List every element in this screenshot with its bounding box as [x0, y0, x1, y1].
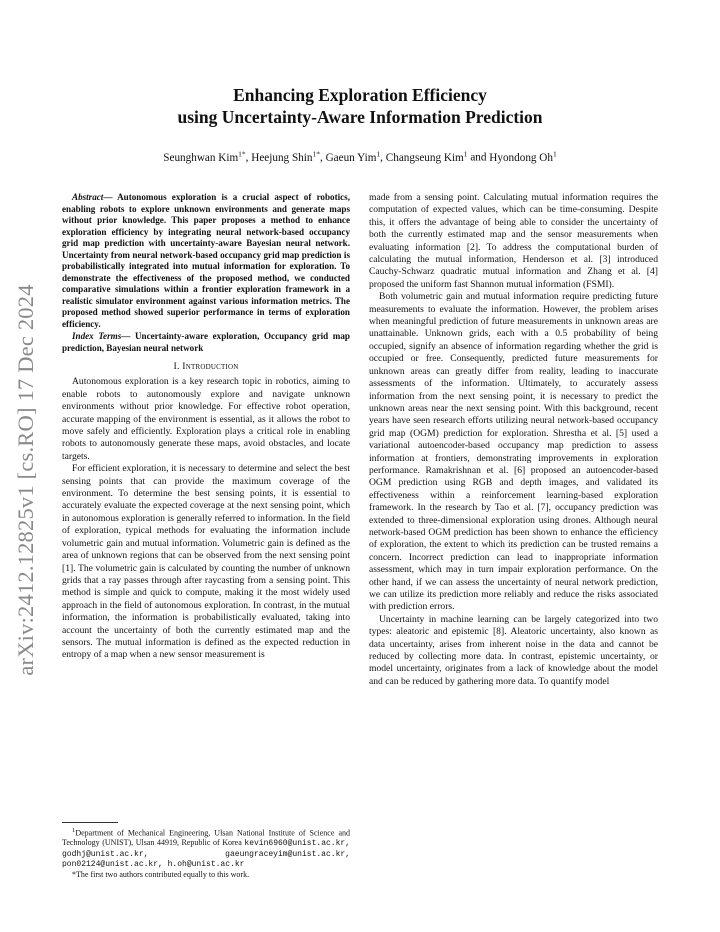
- author: Hyondong Oh$^1$: [489, 149, 557, 164]
- body-paragraph: Autonomous exploration is a key research topic in robotics, aiming to enable robots to autonomously explore and navigate unknown environments without prior knowledge. For effective robot operation, accurate mapping of the environment is essential, as it allows the robot to move safely and efficiently. Exploration plays a critical role in enabling robots to autonomously generate these maps, avoid obstacles, and locate targets.: [62, 376, 350, 462]
- index-terms: [62, 331, 350, 354]
- footnote-equal-contribution: *The first two authors contributed equally to this work.: [72, 870, 250, 880]
- footnote: [62, 826, 350, 880]
- author: Changseung Kim$^1$: [385, 149, 468, 164]
- footnote-affiliation: $^1$Department of Mechanical Engineering, Ulsan National Institute of Science and Technology (UNIST), Ulsan 44919, Republic of Korea kevin6960@unist.ac.kr, godhj@unist.ac.kr, gaeungraceyim@unist.ac.kr, pon02124@unist.ac.kr, h.oh@unist.ac.kr: [62, 827, 351, 870]
- abstract-text: — Autonomous exploration is a crucial aspect of robotics, enabling robots to explore unknown environments and generate maps without prior knowledge. This paper proposes a method to enhance exploration efficiency by integrating neural network-based occupancy grid map prediction with uncertainty-aware Bayesian neural network. Uncertainty from neural network-based occupancy grid map prediction is probabilistically integrated into mutual information for exploration. To demonstrate the effectiveness of the proposed method, we conducted comparative simulations within a frontier exploration framework in a realistic simulator environment against various information metrics. The proposed method showed superior performance in terms of exploration efficiency.: [62, 192, 350, 329]
- title-line-2: using Uncertainty-Aware Information Prediction: [177, 107, 543, 127]
- author-list: Seunghwan Kim$^{1*}$, Heejung Shin$^{1*}$, Gaeun Yim$^1$, Changseung Kim$^1$ and Hyondong Oh$^1$: [163, 149, 557, 164]
- body-paragraph: Uncertainty in machine learning can be largely categorized into two types: aleatoric and epistemic [8]. Aleatoric uncertainty, also known as data uncertainty, arises from inherent noise in the data and cannot be reduced by collecting more data. In contrast, epistemic uncertainty, or model uncertainty, originates from a lack of knowledge about the model and can be reduced by gathering more data. To quantify model: [369, 613, 658, 687]
- arxiv-identifier: [4, 220, 48, 740]
- author: Seunghwan Kim$^{1*}$: [163, 149, 246, 164]
- author: Heejung Shin$^{1*}$: [251, 149, 320, 164]
- body-paragraph: For efficient exploration, it is necessary to determine and select the best sensing points that can provide the maximum coverage of the environment. To determine the best sensing points, it is essential to accurately evaluate the expected coverage at the next sensing point, which in autonomous exploration is generally referred to information. In the field of exploration, typical methods for evaluating the information include volumetric gain and mutual information. Volumetric gain is defined as the area of unknown regions that can be observed from the next sensing point [1]. The volumetric gain is calculated by counting the number of unknown grids that a ray passes through after raycasting from a sensing point. This method is simple and quick to compute, making it the most widely used approach in the field of autonomous exploration. In contrast, in the mutual information, the information is probabilistically evaluated, taking into account the uncertainty of both the currently estimated map and the sensors. The mutual information is defined as the expected reduction in entropy of a map when a new sensor measurement is: [62, 463, 350, 661]
- title-line-1: Enhancing Exploration Efficiency: [233, 85, 487, 105]
- right-column: [369, 192, 658, 688]
- body-paragraph: Both volumetric gain and mutual information require predicting future measurements to evaluate the information. However, the problem arises when meaningful prediction of future measurements in unknown areas are unattainable. Unknown grids, each with a 0.5 probability of being occupied, signify an absence of information regarding whether the grid is occupied or free. Consequently, predicted future measurements for unknown areas can greatly differ from reality, leading to inaccurate assessments of the information. Ultimately, to accurately assess information from the next sensing point, it is necessary to predict the unknown areas near the next sensing point. With this background, recent years have seen research efforts utilizing neural network-based occupancy grid map (OGM) prediction for exploration. Shrestha et al. [5] used a variational autoencoder-based occupancy map prediction to assess information at frontiers, demonstrating improvements in exploration performance. Ramakrishnan et al. [6] proposed an autoencoder-based OGM prediction using RGB and depth images, and validated its effectiveness within a reinforcement learning-based exploration framework. In the research by Tao et al. [7], occupancy prediction was extended to three-dimensional exploration using drones. Although neural network-based OGM prediction has been shown to enhance the efficiency of exploration, the extent to which its prediction can be trusted remains a concern. Incorrect prediction can lead to inappropriate information assessment, which may in turn impair exploration performance. On the other hand, if we can assess the uncertainty of neural network prediction, we can utilize its prediction more reliably and reduce the risks associated with prediction errors.: [369, 291, 658, 613]
- body-paragraph: made from a sensing point. Calculating mutual information requires the computation of expected values, which can be time-consuming. Despite this, it offers the advantage of being able to consider the uncertainty of both the currently estimated map and the sensor measurements when evaluating information [2]. To address the computational burden of calculating the mutual information, Henderson et al. [3] introduced Cauchy-Schwarz quadratic mutual information and Zhang et al. [4] proposed the uniform fast Shannon mutual information (FSMI).: [369, 192, 658, 290]
- index-terms-label: Index Terms: [72, 331, 122, 341]
- index-terms-text: — Uncertainty-aware exploration, Occupancy grid map prediction, Bayesian neural network: [62, 331, 350, 353]
- footnote-emails: kevin6960@unist.ac.kr, godhj@unist.ac.kr, gaeungraceyim@unist.ac.kr, pon02124@unist.ac.kr, h.oh@unist.ac.kr: [62, 839, 351, 870]
- author: Gaeun Yim$^1$: [325, 149, 381, 164]
- abstract: [62, 192, 350, 330]
- left-column: [62, 192, 350, 662]
- section-heading: [62, 361, 350, 373]
- paper-title: [60, 84, 660, 128]
- section-title: Introduction: [182, 361, 239, 372]
- section-number: I.: [173, 361, 180, 372]
- footnote-rule: [62, 822, 118, 823]
- abstract-label: Abstract: [72, 192, 104, 202]
- arxiv-identifier-text: arXiv:2412.12825v1 [cs.RO] 17 Dec 2024: [13, 284, 38, 676]
